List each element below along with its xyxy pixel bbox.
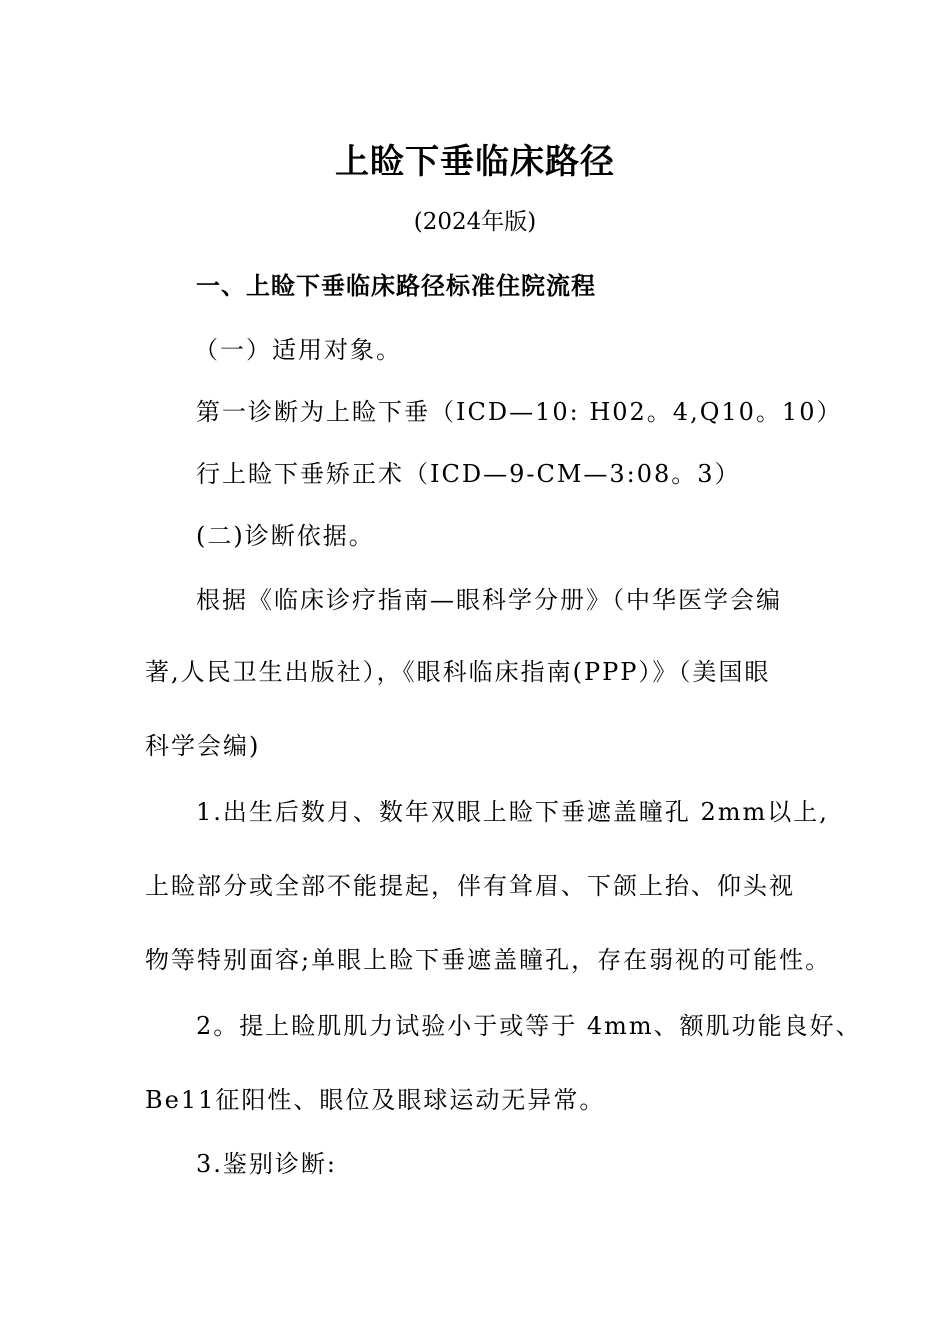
paragraph-line: 科学会编): [145, 732, 261, 760]
paragraph-line: 第一诊断为上睑下垂（ICD—10: H02。4,Q10。10）: [196, 398, 843, 426]
paragraph-line: （一）适用对象。: [194, 336, 402, 364]
paragraph-line: Be11征阳性、眼位及眼球运动无异常。: [145, 1086, 606, 1114]
paragraph-line: 上睑部分或全部不能提起，伴有耸眉、下颌上抬、仰头视: [145, 872, 795, 900]
paragraph-line: 著,人民卫生出版社），《眼科临床指南(PPP）》（美国眼: [145, 658, 771, 686]
paragraph-line: 根据《临床诊疗指南—眼科学分册》（中华医学会编: [196, 586, 782, 614]
paragraph-line: 2。提上睑肌肌力试验小于或等于 4mm、额肌功能良好、: [196, 1012, 862, 1040]
paragraph-line: (二)诊断依据。: [196, 522, 375, 550]
paragraph-line: 3.鉴别诊断:: [196, 1150, 337, 1178]
document-subtitle: (2024年版): [413, 209, 537, 235]
section-heading: 一、上睑下垂临床路径标准住院流程: [196, 272, 596, 300]
paragraph-line: 物等特别面容;单眼上睑下垂遮盖瞳孔，存在弱视的可能性。: [145, 946, 832, 974]
paragraph-line: 1.出生后数月、数年双眼上睑下垂遮盖瞳孔 2mm以上,: [196, 798, 829, 826]
paragraph-line: 行上睑下垂矫正术（ICD—9-CM—3:08。3）: [196, 460, 741, 488]
document-title: 上睑下垂临床路径: [335, 142, 615, 182]
